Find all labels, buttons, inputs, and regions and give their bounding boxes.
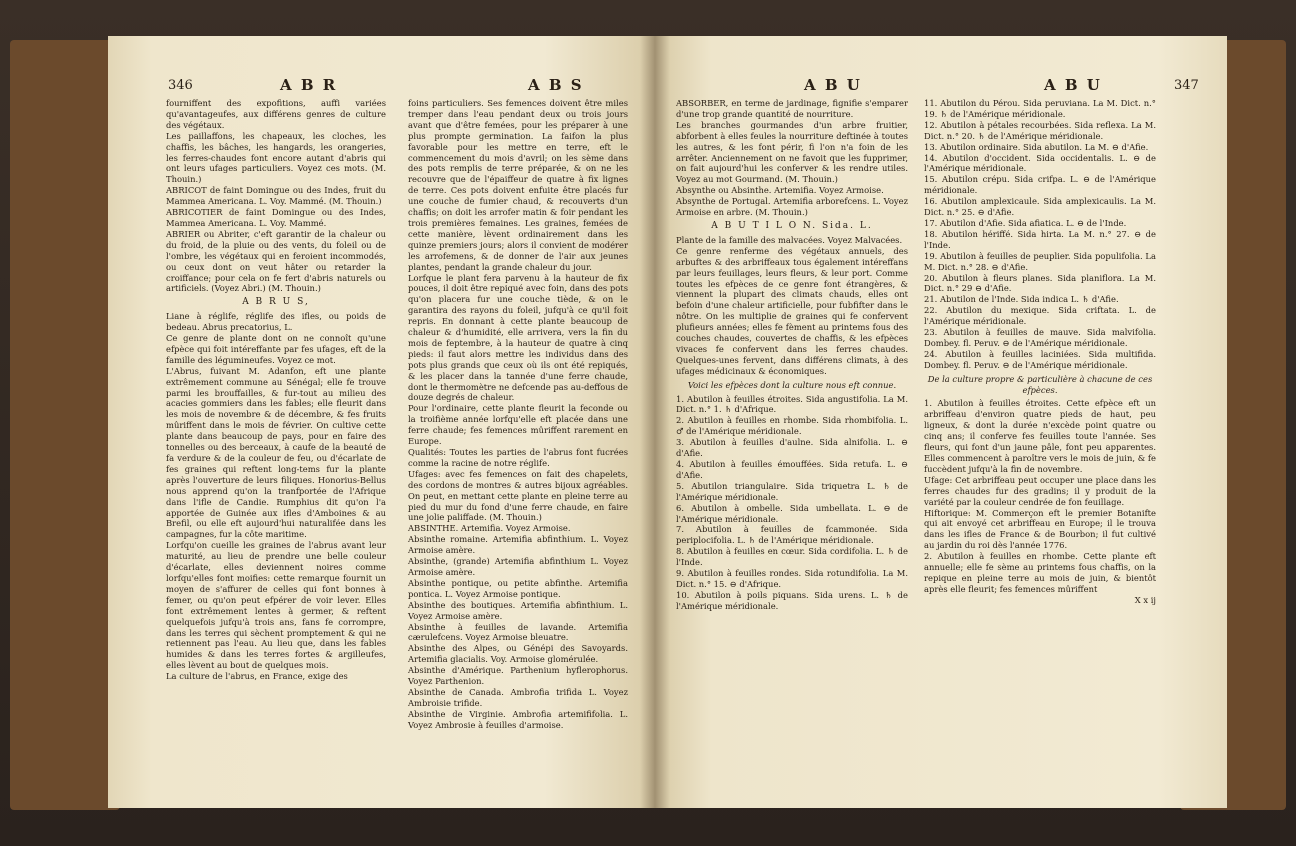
paragraph: 3. Abutilon à feuilles d'aulne. Sida alnifolia. L. ⊖ d'Afie.: [676, 437, 908, 459]
paragraph: 5. Abutilon triangulaire. Sida triquetra L. ♄ de l'Amérique méridionale.: [676, 480, 908, 502]
paragraph: ABRIER ou Abriter, c'eft garantir de la chaleur ou du froid, de la pluie ou des vents, du foleil ou de l'ombre, les végétaux qui en feroient incommodés, ou ceux dont on veut hâter ou retarder la croiffance; pour cela on fe fert d'abris naturels ou artificiels. (Voyez Abri.) (M. Thouin.): [166, 228, 386, 294]
right-page: [654, 36, 1227, 808]
paragraph: fourniffent des expofitions, auffi variées qu'avantageufes, aux différens genres de culture des végétaux.: [166, 98, 386, 130]
paragraph: Pour l'ordinaire, cette plante fleurit la feconde ou la troifième année lorfqu'elle eft placée dans une ferre chaude; fes femences mûriffent rarement en Europe.: [408, 403, 628, 447]
paragraph: Les branches gourmandes d'un arbre fruitier, abforbent à elles feules la nourriture deftinée à toutes les autres, & les font périr, fi l'on n'a foin de les arrêter. Anciennement on ne favoit que les fupprimer, on fait aujourd'hui les conferver & les rendre utiles. Voyez au mot Gourmand. (M. Thouin.): [676, 119, 908, 185]
paragraph: Absinthe d'Amérique. Parthenium hyflerophorus. Voyez Parthenion.: [408, 665, 628, 687]
paragraph: 21. Abutilon de l'Inde. Sida indica L. ♄ d'Afie.: [924, 294, 1119, 305]
paragraph: A B R U S,: [242, 297, 310, 308]
paragraph: Absynthe de Portugal. Artemifia arborefcens. L. Voyez Armoise en arbre. (M. Thouin.): [676, 196, 908, 218]
paragraph: Absynthe ou Absinthe. Artemifia. Voyez Armoise.: [676, 185, 884, 196]
running-head-right-2: A B U: [1044, 76, 1102, 94]
paragraph: ABSINTHE. Artemifia. Voyez Armoise.: [408, 523, 571, 534]
paragraph: L'Abrus, fuivant M. Adanfon, eft une plante extrêmement commune au Sénégal; elle fe trouve parmi les brouffailles, & fur-tout au milieu des acacies gommiers dans les fables; elle fleurit dans les mois de novembre & de décembre, & fes fruits mûriffent dans le mois de février. On cultive cette plante dans beaucoup de pays, pour en faire des tonnelles ou des berceaux, à caufe de la beauté de fa verdure & de la couleur de feu, ou d'écarlate de fes graines qui reftent long-tems fur la plante après l'ouverture de leurs filiques. Honorius-Bellus nous apprend qu'on la tranfportée de l'Afrique dans l'ifle de Candie. Rumphius dit qu'on l'a apportée de Guinée aux ifles d'Amboines & au Brefil, ou elle eft aujourd'hui naturalifée dans les campagnes, fur la côte maritime.: [166, 365, 386, 540]
paragraph: 12. Abutilon à pétales recourbées. Sida reflexa. La M. Dict. n.° 20. ♄ de l'Amérique méridionale.: [924, 119, 1156, 141]
paragraph: Ce genre renferme des végétaux annuels, des arbuftes & des arbriffeaux tous également intéreffans par leurs feuillages, leurs fleurs, & leur port. Comme toutes les efpèces de ce genre font étrangères, & viennent la plupart des climats chauds, elles ont befoin d'une chaleur artificielle, pour fubfifter dans le nôtre. On les multiplie de graines qui fe confervent plufieurs années; elles fe fèment au printems fous des couches chaudes, couvertes de chaffis, & les efpèces vivaces fe confervent dans les ferres chaudes. Quelques-unes fervent, dans différens climats, à des ufages médicinaux & économiques.: [676, 245, 908, 376]
paragraph: 20. Abutilon à fleurs planes. Sida planiflora. La M. Dict. n.° 29 ⊖ d'Afie.: [924, 272, 1156, 294]
paragraph: 2. Abutilon à feuilles en rhombe. Cette plante eft annuelle; elle fe sème au printems fous chaffis, on la repique en pleine terre au mois de juin, & bientôt après elle fleurit; fes femences mûriffent: [924, 551, 1156, 594]
paragraph: Ufage: Cet arbriffeau peut occuper une place dans les ferres chaudes fur des gradins; il y produit de la variété par la couleur cendrée de fon feuillage.: [924, 474, 1156, 507]
paragraph: ABRICOTIER de faint Domingue ou des Indes, Mammea Americana. L. Voy. Mammé.: [166, 207, 386, 228]
paragraph: Lorfque le plant fera parvenu à la hauteur de fix pouces, il doit être repiqué avec foin, dans des pots qu'on placera fur une couche tiède, & on le garantira des rayons du foleil, jufqu'à ce qu'il foit repris. En donnant à cette plante beaucoup de chaleur & d'humidité, elle arrivera, vers la fin du mois de feptembre, à la hauteur de quatre à cinq pieds: il faut alors mettre les individus dans des pots plus grands que ceux où ils ont été repiqués, & les placer dans la tannée d'une ferre chaude, dont le thermomètre ne defcende pas au-deffous de douze degrés de chaleur.: [408, 272, 628, 403]
right-column-2: [924, 98, 1156, 606]
right-column-1: [676, 98, 908, 612]
book-gutter: [640, 36, 670, 808]
paragraph: foins particuliers. Ses femences doivent être miles tremper dans l'eau pendant deux ou trois jours avant que d'être femées, pour les préparer à une plus prompte germination. La faifon la plus favorable pour les mettre en terre, eft le commencement du mois d'avril; on les sème dans des pots remplis de terre préparée, & on ne les recouvre que de l'épaiffeur de quatre à fix lignes de terre. Ces pots doivent enfuite être placés fur une couche de fumier chaud, & recouverts d'un chaffis; on doit les arrofer matin & foir pendant les trois premières femaines. Les graines, femées de cette manière, lèvent ordinairement dans les quinze premiers jours; alors il convient de modérer les arrofemens, & de donner de l'air aux jeunes plantes, pendant la grande chaleur du jour.: [408, 98, 628, 272]
paragraph: 7. Abutilon à feuilles de fcammonée. Sida periplocifolia. L. ♄ de l'Amérique méridionale.: [676, 524, 908, 546]
running-head-left-1: A B R: [280, 76, 338, 94]
paragraph: 11. Abutilon du Pérou. Sida peruviana. La M. Dict. n.° 19. ♄ de l'Amérique méridionale.: [924, 98, 1156, 119]
paragraph: 6. Abutilon à ombelle. Sida umbellata. L. ⊖ de l'Amérique méridionale.: [676, 502, 908, 524]
paragraph: 4. Abutilon à feuilles émouffées. Sida retufa. L. ⊖ d'Afie.: [676, 459, 908, 480]
paragraph: 17. Abutilon d'Afie. Sida afiatica. L. ⊖ de l'Inde.: [924, 217, 1127, 228]
paragraph: 15. Abutilon crépu. Sida crifpa. L. ⊖ de l'Amérique méridionale.: [924, 174, 1156, 196]
paragraph: Ufages: avec fes femences on fait des chapelets, des cordons de montres & autres bijoux agréables. On peut, en mettant cette plante en pleine terre au pied du mur du fond d'une ferre chaude, en faire une jolie paliffade. (M. Thouin.): [408, 468, 628, 523]
paragraph: Qualités: Toutes les parties de l'abrus font fucrées comme la racine de notre réglife.: [408, 447, 628, 468]
paragraph: Hiftorique: M. Commerçon eft le premier Botanifte qui ait envoyé cet arbriffeau en Europe; il le trouva dans les ifles de France & de Bourbon; il fut cultivé au jardin du roi dès l'année 1776.: [924, 507, 1156, 551]
paragraph: Absinthe de Virginie. Ambrofia artemififolia. L. Voyez Ambrosie à feuilles d'armoise.: [408, 708, 628, 730]
paragraph: 18. Abutilon hériffé. Sida hirta. La M. n.° 27. ⊖ de l'Inde.: [924, 228, 1156, 250]
left-column-1: [166, 98, 386, 682]
paragraph: Absinthe à feuilles de lavande. Artemifia cærulefcens. Voyez Armoise bleuatre.: [408, 621, 628, 643]
left-page: [108, 36, 654, 808]
running-head-right-1: A B U: [804, 76, 862, 94]
paragraph: Les paillaffons, les chapeaux, les cloches, les chaffis, les bâches, les hangards, les orangeries, les ferres-chaudes font encore autant d'abris qui ont leurs ufages particuliers. Voyez ces mots. (M. Thouin.): [166, 130, 386, 185]
paragraph: 19. Abutilon à feuilles de peuplier. Sida populifolia. La M. Dict. n.° 28. ⊖ d'Afie.: [924, 250, 1156, 272]
paragraph: Absinthe des Alpes, ou Génépi des Savoyards. Artemifia glacialis. Voy. Armoise glomérulée.: [408, 643, 628, 665]
paragraph: 10. Abutilon à poils piquans. Sida urens. L. ♄ de l'Amérique méridionale.: [676, 589, 908, 611]
paragraph: 22. Abutilon du mexique. Sida criftata. L. de l'Amérique méridionale.: [924, 305, 1156, 327]
running-head-left-2: A B S: [528, 76, 584, 94]
paragraph: ABSORBER, en terme de jardinage, fignifie s'emparer d'une trop grande quantité de nourriture.: [676, 98, 908, 119]
paragraph: 14. Abutilon d'occident. Sida occidentalis. L. ⊖ de l'Amérique méridionale.: [924, 152, 1156, 174]
paragraph: Absinthe de Canada. Ambrofia trifida L. Voyez Ambroisie trifide.: [408, 686, 628, 708]
paragraph: 24. Abutilon à feuilles laciniées. Sida multifida. Dombey. fl. Peruv. ⊖ de l'Amérique méridionale.: [924, 348, 1156, 370]
paragraph: Liane à réglife, réglife des ifles, ou poids de bedeau. Abrus precatorius, L.: [166, 311, 386, 333]
paragraph: Absinthe romaine. Artemifia abfinthium. L. Voyez Armoise amère.: [408, 534, 628, 556]
paragraph: 1. Abutilon à feuilles étroites. Sida angustifolia. La M. Dict. n.° 1. ♄ d'Afrique.: [676, 393, 908, 415]
paragraph: 23. Abutilon à feuilles de mauve. Sida malvifolia. Dombey. fl. Peruv. ⊖ de l'Amérique méridionale.: [924, 327, 1156, 348]
page-number-right: 347: [1174, 78, 1199, 93]
page-number-left: 346: [168, 78, 193, 93]
paragraph: ABRICOT de faint Domingue ou des Indes, fruit du Mammea Americana. L. Voy. Mammé. (M. Thouin.): [166, 185, 386, 207]
paragraph: X x ij: [1134, 594, 1156, 605]
paragraph: 8. Abutilon à feuilles en cœur. Sida cordifolia. L. ♄ de l'Inde.: [676, 546, 908, 568]
paragraph: La culture de l'abrus, en France, exige des: [166, 671, 348, 682]
paragraph: 9. Abutilon à feuilles rondes. Sida rotundifolia. La M. Dict. n.° 15. ⊖ d'Afrique.: [676, 568, 908, 589]
paragraph: Voici les efpèces dont la culture nous eft connue.: [687, 379, 897, 390]
paragraph: Absinthe des boutiques. Artemifia abfinthium. L. Voyez Armoise amère.: [408, 599, 628, 621]
book-cover-left: [10, 40, 120, 810]
paragraph: A B U T I L O N. Sida. L.: [711, 220, 873, 231]
paragraph: De la culture propre & particulière à chacune de ces efpèces.: [927, 373, 1153, 395]
paragraph: Plante de la famille des malvacées. Voyez Malvacées.: [676, 234, 903, 245]
paragraph: Ce genre de plante dont on ne connoît qu'une efpèce qui foit intéreffante par fes ufages, eft de la famille des légumineufes. Voyez ce mot.: [166, 333, 386, 365]
paragraph: Absinthe, (grande) Artemifia abfinthium L. Voyez Armoise amère.: [408, 556, 628, 577]
left-column-2: [408, 98, 628, 731]
paragraph: Lorfqu'on cueille les graines de l'abrus avant leur maturité, au lieu de prendre une belle couleur d'écarlate, elles deviennent noires comme lorfqu'elles font moifies: cette remarque fournit un moyen de s'affurer de celles qui font bonnes à femer, ou qu'on peut efpérer de voir lever. Elles font extrêmement lentes à germer, & reftent quelquefois jufqu'à trois ans, fans fe corrompre, dans les terres qui sèchent promptement & qui ne retiennent pas l'eau. Au lieu que, dans les fables humides & dans les terres fortes & argilleufes, elles lèvent au bout de quelques mois.: [166, 540, 386, 671]
paragraph: 16. Abutilon amplexicaule. Sida amplexicaulis. La M. Dict. n.° 25. ⊖ d'Afie.: [924, 196, 1156, 218]
paragraph: Absinthe pontique, ou petite abfinthe. Artemifia pontica. L. Voyez Armoise pontique.: [408, 577, 628, 599]
paragraph: 13. Abutilon ordinaire. Sida abutilon. La M. ⊖ d'Afie.: [924, 141, 1149, 152]
paragraph: 1. Abutilon à feuilles étroites. Cette efpèce eft un arbriffeau d'environ quatre pieds de haut, peu ligneux, & dont la durée n'excède point quatre ou cinq ans; il conferve fes feuilles toute l'année. Ses fleurs, qui font d'un jaune pâle, font peu apparentes. Elles commencent à paroître vers le mois de juin, & fe fuccèdent jufqu'à la fin de novembre.: [924, 398, 1156, 474]
paragraph: 2. Abutilon à feuilles en rhombe. Sida rhombifolia. L. ♂ de l'Amérique méridionale.: [676, 415, 908, 437]
